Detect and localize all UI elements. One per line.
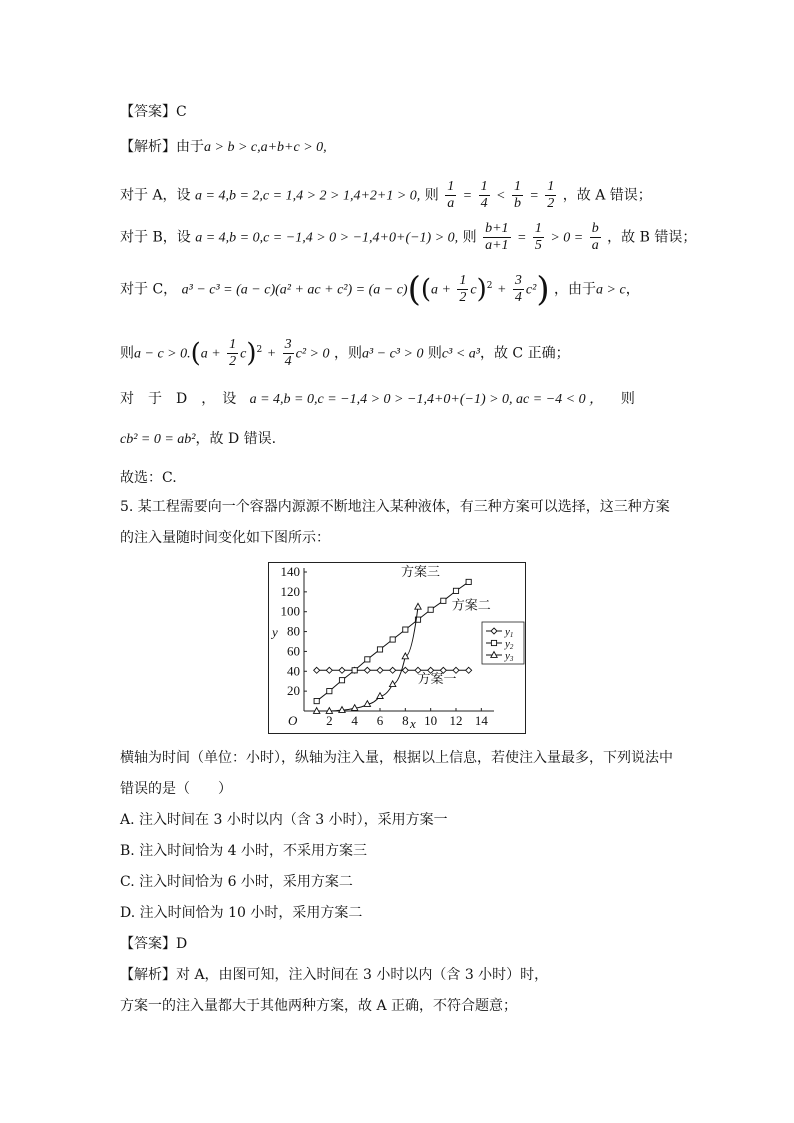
- case-b-then: 则: [462, 229, 477, 246]
- option-c: C. 注入时间恰为 6 小时，采用方案二: [120, 874, 353, 890]
- option-a: A. 注入时间在 3 小时以内（含 3 小时），采用方案一: [120, 812, 448, 828]
- point-y2: [327, 689, 332, 694]
- expr: c: [470, 282, 477, 298]
- expr: a³ − c³ > 0: [361, 346, 424, 362]
- case-c-since: ，由于: [554, 281, 597, 298]
- less-than-sign: <: [496, 188, 506, 204]
- fraction: $\frac{3}{4}$: [284, 337, 292, 369]
- answer-line-1: [120, 102, 187, 122]
- fraction: $\frac{b}{a}$: [591, 221, 599, 253]
- case-d-line: [120, 389, 635, 410]
- equals-sign: =: [529, 188, 539, 204]
- y-tick-label: 20: [287, 683, 300, 699]
- fraction: $\frac{3}{4}$: [514, 273, 522, 305]
- expr: c: [240, 346, 247, 362]
- question-5-line-2: 的注入量随时间变化如下图所示：: [120, 530, 330, 546]
- case-a-then: 则: [424, 187, 439, 204]
- case-b-conclusion: ，故 B 错误；: [607, 229, 697, 246]
- point-y2: [428, 607, 433, 612]
- answer-value: C: [176, 104, 187, 120]
- fraction: $\frac{b+1}{a+1}$: [485, 221, 509, 253]
- equals-sign: =: [516, 230, 527, 246]
- condition: a > c: [596, 282, 626, 298]
- x-tick-label: 2: [326, 713, 333, 728]
- point-y1: [402, 667, 408, 673]
- case-b-prefix: 对于 B，设: [120, 229, 191, 246]
- point-y2: [466, 579, 471, 584]
- question-5-line-1: 5. 某工程需要向一个容器内源源不断地注入某种液体，有三种方案可以选择，这三种方案: [120, 499, 670, 515]
- y-tick-label: 140: [280, 564, 300, 579]
- y-tick-label: 120: [280, 583, 300, 599]
- fraction: $\frac{1}{2}$: [229, 337, 237, 369]
- point-y2: [441, 598, 446, 603]
- point-y2: [339, 678, 344, 683]
- after-chart-line-1: 横轴为时间（单位：小时），纵轴为注入量，根据以上信息，若使注入量最多，下列说法中: [120, 750, 673, 766]
- case-a-math: a = 4,b = 2,c = 1,4 > 2 > 1,4+2+1 > 0,: [195, 188, 421, 204]
- then-word: 则: [423, 345, 442, 362]
- x-tick-label: 6: [376, 713, 384, 728]
- injection-chart: [268, 562, 526, 734]
- fraction: $\frac{1}{2}$: [547, 179, 555, 211]
- y-axis-label: y: [272, 624, 278, 640]
- fraction: $\frac{1}{4}$: [480, 179, 488, 211]
- case-d-prefix: 对 于 D ， 设: [120, 391, 237, 407]
- expr: c²: [525, 282, 537, 298]
- y-tick-label: 40: [287, 663, 300, 679]
- case-a-conclusion: ，故 A 错误；: [562, 187, 652, 204]
- then-word: 则: [620, 391, 635, 407]
- expr: a +: [431, 282, 451, 298]
- legend-label: y2: [505, 638, 514, 651]
- analysis-text: 由于: [176, 139, 204, 155]
- option-d: D. 注入时间恰为 10 小时，采用方案二: [120, 905, 363, 921]
- choose-line: 故选：C.: [120, 470, 177, 486]
- legend-label: y3: [505, 650, 514, 663]
- legend-marker-y2: [491, 640, 496, 645]
- case-d-line-2: [120, 429, 276, 450]
- fraction: $\frac{1}{b}$: [513, 179, 521, 211]
- point-y3: [402, 653, 408, 659]
- point-y2: [403, 627, 408, 632]
- answer-value: D: [176, 936, 188, 952]
- analysis-line-3: 方案一的注入量都大于其他两种方案，故 A 正确，不符合题意；: [120, 998, 518, 1014]
- y-tick-label: 100: [280, 603, 300, 619]
- plus-sign: +: [266, 346, 277, 362]
- comparison: > 0 =: [550, 230, 584, 246]
- point-y1: [364, 667, 370, 673]
- point-y1: [314, 667, 320, 673]
- legend-label: y1: [505, 626, 514, 639]
- y-tick-label: 80: [287, 623, 300, 639]
- answer-line-2: [120, 934, 187, 954]
- analysis-label: 【解析】: [120, 139, 176, 155]
- annotation-label: 方案二: [451, 598, 491, 614]
- x-tick-label: 4: [351, 713, 358, 728]
- annotation-label: 方案三: [401, 564, 441, 580]
- case-a-prefix: 对于 A，设: [120, 187, 191, 204]
- analysis-math: a > b > c,a+b+c > 0,: [204, 140, 327, 155]
- analysis-line-1: [120, 137, 327, 158]
- point-y2: [352, 668, 357, 673]
- point-y2: [377, 647, 382, 652]
- case-d-math-2: cb² = 0 = ab²: [120, 432, 196, 447]
- fraction: $\frac{1}{2}$: [459, 273, 467, 305]
- point-y2: [453, 588, 458, 593]
- point-y1: [339, 667, 345, 673]
- then-word: ，则: [333, 345, 362, 362]
- answer-label: 【答案】: [120, 104, 176, 120]
- fraction: $\frac{1}{a}$: [447, 179, 455, 211]
- y-tick-label: 60: [287, 643, 300, 659]
- case-b-math: a = 4,b = 0,c = −1,4 > 0 > −1,4+0+(−1) > 0,: [195, 230, 459, 246]
- point-y2: [365, 657, 370, 662]
- annotation-label: 方案一: [417, 672, 457, 688]
- equals-sign: =: [462, 188, 473, 204]
- case-d-math: a = 4,b = 0,c = −1,4 > 0 > −1,4+0+(−1) > 0, ac = −4 < 0 ，: [249, 392, 604, 407]
- answer-label: 【答案】: [120, 936, 176, 952]
- x-tick-label: 14: [474, 713, 488, 728]
- case-d-conclusion: ，故 D 错误.: [195, 431, 277, 447]
- case-c-line-2: 则a − c > 0.(a + $\frac{1}{2}$ c)$^2$ + $\frac{3}{4}$ c² > 0 ，则a³ − c³ > 0 则c³ < a³，故 C 正确；: [120, 337, 570, 369]
- analysis-line-2: [120, 965, 548, 985]
- plus-sign: +: [496, 282, 507, 298]
- x-tick-label: 8: [402, 713, 409, 728]
- x-tick-label: 12: [449, 713, 463, 728]
- case-c-line: 对于 C， a³ − c³ = (a − c)(a² + ac + c²) = (a − c)((a + $\frac{1}{2}$ c)$^2$ + $\frac{3}{4}$ c²) ，由于a > c，: [120, 269, 640, 310]
- analysis-text: 对 A，由图可知，注入时间在 3 小时以内（含 3 小时）时，: [176, 967, 549, 983]
- expr: c³ < a³: [441, 346, 480, 362]
- comma: ，: [625, 281, 640, 298]
- expr: a +: [200, 346, 221, 362]
- after-chart-line-2: 错误的是（ ）: [120, 781, 232, 797]
- case-c-conclusion: ，故 C 正确；: [479, 345, 570, 362]
- point-y1: [377, 667, 383, 673]
- point-y3: [415, 603, 421, 609]
- point-y2: [314, 698, 319, 703]
- point-y2: [390, 637, 395, 642]
- case-c-prefix: 对于 C，: [120, 281, 178, 298]
- analysis-label: 【解析】: [120, 967, 176, 983]
- point-y1: [466, 667, 472, 673]
- then-word: 则: [120, 345, 134, 362]
- case-c-math: a³ − c³ = (a − c)(a² + ac + c²) = (a − c): [181, 282, 408, 298]
- expr: c² > 0: [295, 346, 330, 362]
- x-tick-label: 10: [424, 713, 438, 728]
- point-y1: [390, 667, 396, 673]
- x-axis-label: x: [410, 716, 416, 731]
- point-y1: [326, 667, 332, 673]
- fraction: $\frac{1}{5}$: [534, 221, 542, 253]
- origin-label: O: [288, 713, 298, 728]
- case-a-line: [120, 179, 652, 212]
- option-b: B. 注入时间恰为 4 小时，不采用方案三: [120, 843, 367, 859]
- case-b-line: [120, 221, 696, 254]
- expr: a − c > 0.: [134, 346, 191, 362]
